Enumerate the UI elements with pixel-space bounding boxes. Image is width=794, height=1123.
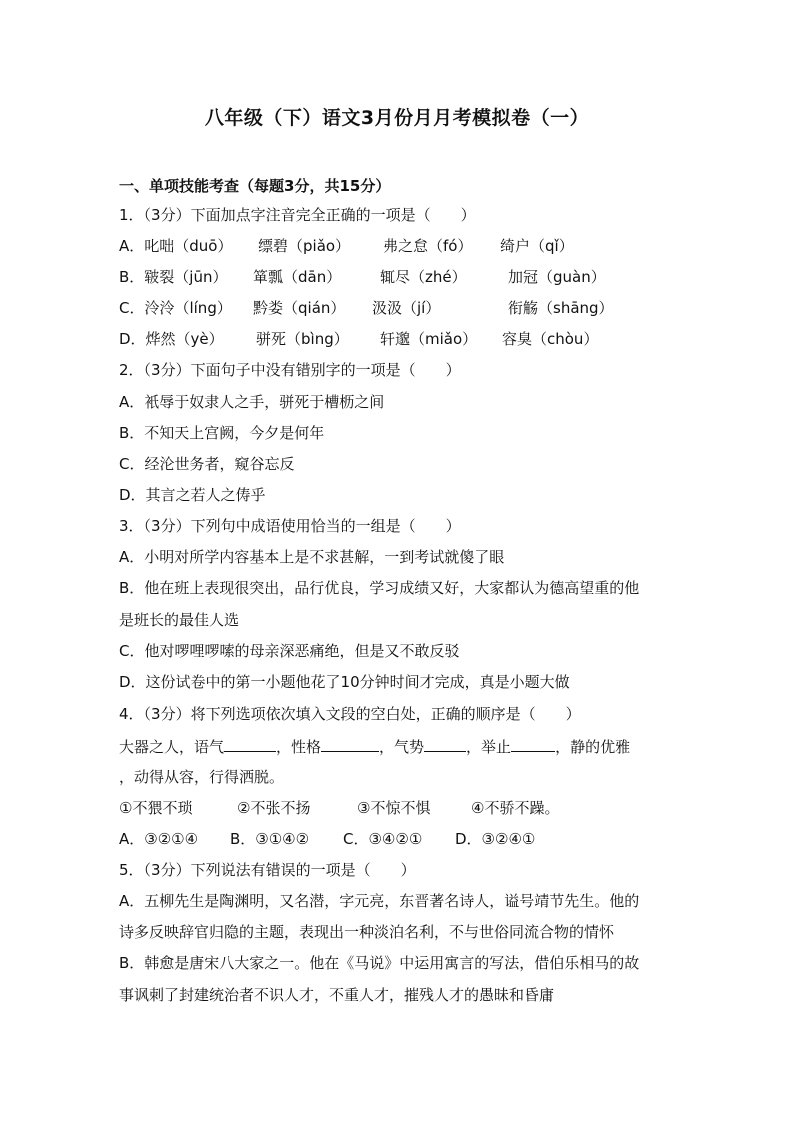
q4-passage-part: ，气势 (379, 738, 425, 756)
q4-passage-line2: ，动得从容，行得洒脱。 (119, 768, 285, 786)
q3-option-b-line1: B．他在班上表现很突出，品行优良，学习成绩又好，大家都认为德高望重的他 (119, 579, 640, 597)
page-title: 八年级（下）语文3月份月月考模拟卷（一） (204, 107, 590, 129)
q4-option-d: D．③②④① (455, 830, 536, 848)
section-heading: 一、单项技能考查（每题3分，共15分） (119, 177, 391, 195)
q3-option-c: C．他对啰哩啰嗦的母亲深恶痛绝，但是又不敢反驳 (119, 642, 460, 660)
q1-option-b-2: 箪瓢（dān） (253, 268, 342, 286)
q1-option-b-4: 加冠（guàn） (508, 268, 606, 286)
question-4-stem: 4．（3分）将下列选项依次填入文段的空白处，正确的顺序是（ ） (119, 705, 581, 723)
q3-option-a: A．小明对所学内容基本上是不求甚解，一到考试就傻了眼 (119, 548, 505, 566)
question-3-stem: 3．（3分）下列句中成语使用恰当的一组是（ ） (119, 517, 461, 535)
q5-option-a-line2: 诗多反映辞官归隐的主题，表现出一种淡泊名利，不与世俗同流合物的情怀 (119, 923, 615, 941)
q4-item-4: ④不骄不躁。 (471, 799, 560, 817)
q4-item-1: ①不猥不琐 (119, 799, 193, 817)
q2-option-b: B．不知天上宫阙，今夕是何年 (119, 424, 325, 442)
q1-option-b-3: 辄尽（zhé） (380, 268, 467, 286)
q4-passage-part: ，举止 (466, 738, 512, 756)
fill-blank[interactable] (224, 736, 276, 752)
q2-option-d: D．其言之若人之俦乎 (119, 486, 266, 504)
q1-option-a-1: A．叱咄（duō） (119, 237, 233, 255)
q1-option-a-2: 缥碧（piǎo） (258, 237, 351, 255)
q5-option-a-line1: A．五柳先生是陶渊明，又名潜，字元亮，东晋著名诗人，谥号靖节先生。他的 (119, 892, 640, 910)
q1-option-d-3: 轩邈（miǎo） (380, 330, 478, 348)
q4-passage-part: ，静的优雅 (555, 738, 631, 756)
q4-passage-line1 (119, 736, 630, 757)
question-1-stem: 1．（3分）下面加点字注音完全正确的一项是（ ） (119, 206, 476, 224)
q1-option-d-2: 骈死（bìng） (256, 330, 349, 348)
q4-passage-part: 大器之人，语气 (119, 738, 225, 756)
q5-option-b-line2: 事讽刺了封建统治者不识人才，不重人才，摧残人才的愚昧和昏庸 (119, 986, 555, 1004)
fill-blank[interactable] (424, 736, 466, 752)
q2-option-a: A．衹辱于奴隶人之手，骈死于槽枥之间 (119, 393, 385, 411)
q3-option-b-line2: 是班长的最佳人选 (119, 611, 240, 629)
q4-option-b: B．③①④② (230, 830, 310, 848)
q1-option-d-4: 容臭（chòu） (502, 330, 599, 348)
q4-item-3: ③不惊不惧 (357, 799, 431, 817)
q5-option-b-line1: B．韩愈是唐宋八大家之一。他在《马说》中运用寓言的写法，借伯乐相马的故 (119, 954, 640, 972)
q3-option-d: D．这份试卷中的第一小题他花了10分钟时间才完成，真是小题大做 (119, 673, 570, 691)
q1-option-c-4: 衔觞（shāng） (508, 299, 614, 317)
q1-option-c-3: 汲汲（jí） (372, 299, 441, 317)
fill-blank[interactable] (321, 736, 379, 752)
q1-option-a-3: 弗之怠（fó） (383, 237, 473, 255)
q4-item-2: ②不张不扬 (237, 799, 311, 817)
q1-option-b-1: B．皲裂（jūn） (119, 268, 228, 286)
q1-option-d-1: D．烨然（yè） (119, 330, 224, 348)
question-5-stem: 5．（3分）下列说法有错误的一项是（ ） (119, 861, 416, 879)
q4-option-c: C．③④②① (343, 830, 423, 848)
q4-option-a: A．③②①④ (119, 830, 199, 848)
fill-blank[interactable] (511, 736, 555, 752)
q2-option-c: C．经沦世务者，窥谷忘反 (119, 455, 295, 473)
q1-option-c-2: 黔娄（qián） (253, 299, 346, 317)
q1-option-c-1: C．泠泠（líng） (119, 299, 232, 317)
q4-passage-part: ，性格 (276, 738, 322, 756)
question-2-stem: 2．（3分）下面句子中没有错别字的一项是（ ） (119, 361, 461, 379)
q1-option-a-4: 绮户（qǐ） (500, 237, 574, 255)
